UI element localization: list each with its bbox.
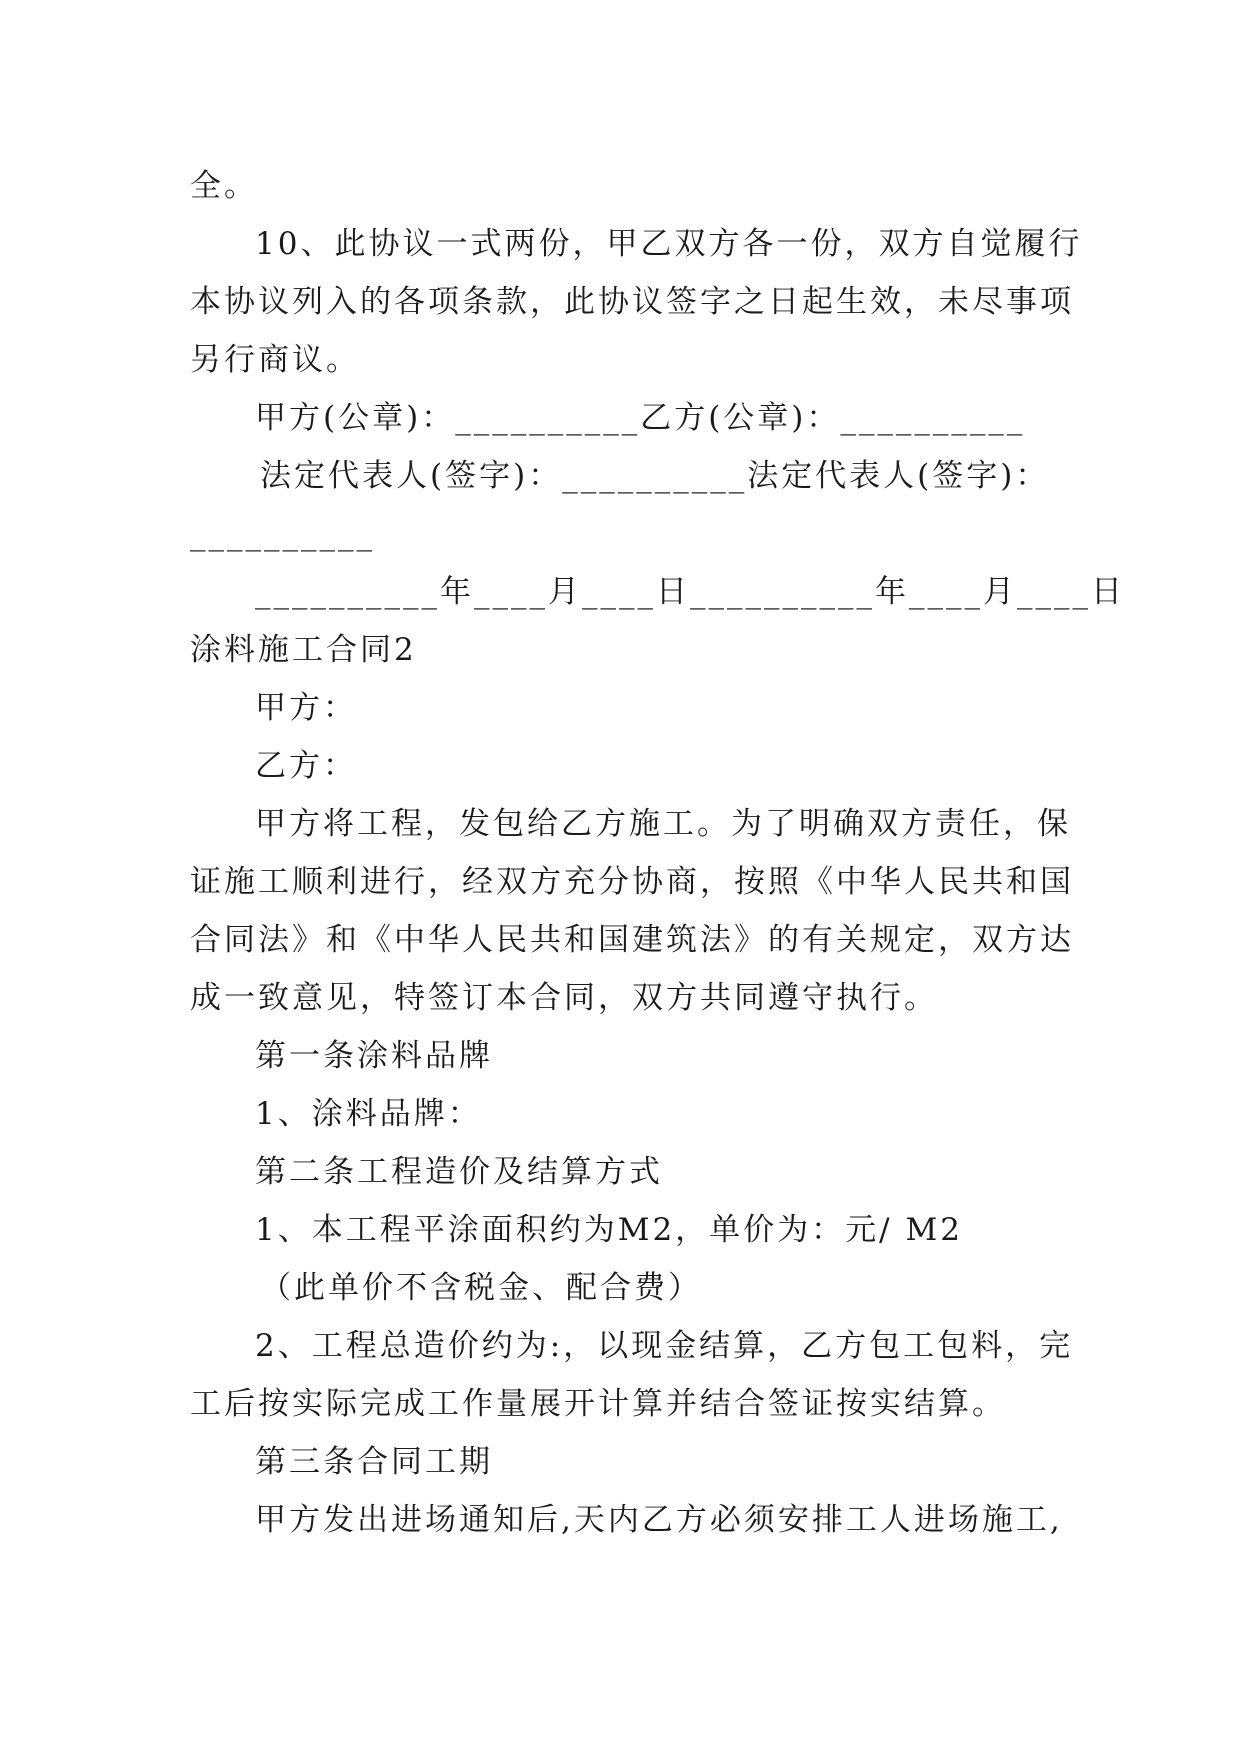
text-line: 另行商议。 (190, 342, 360, 378)
text-line: 甲方发出进场通知后,天内乙方必须安排工人进场施工, (255, 1502, 1063, 1538)
clause-heading: 第二条工程造价及结算方式 (255, 1154, 663, 1190)
clause-heading: 第三条合同工期 (255, 1444, 493, 1480)
text-line: （此单价不含税金、配合费） (260, 1270, 702, 1306)
text-line: 本协议列入的各项条款，此协议签字之日起生效，未尽事项 (190, 284, 1074, 320)
text-line: 10、此协议一式两份，甲乙双方各一份，双方自觉履行 (255, 226, 1083, 262)
text-line: 2、工程总造价约为:，以现金结算，乙方包工包料，完 (255, 1328, 1074, 1364)
signature-line-seal: 甲方(公章)：__________乙方(公章)：__________ (255, 400, 1026, 436)
party-a-label: 甲方： (255, 690, 357, 726)
party-b-label: 乙方： (255, 748, 357, 784)
text-line: 全。 (190, 168, 258, 204)
text-line: 1、涂料品牌： (255, 1096, 482, 1132)
signature-blank: __________ (190, 516, 375, 552)
clause-heading: 第一条涂料品牌 (255, 1038, 493, 1074)
text-line: 甲方将工程，发包给乙方施工。为了明确双方责任，保 (255, 806, 1071, 842)
text-line: 证施工顺利进行，经双方充分协商，按照《中华人民共和国 (190, 864, 1074, 900)
text-line: 成一致意见，特签订本合同，双方共同遵守执行。 (190, 980, 938, 1016)
date-line: __________年____月____日__________年____月____日 (255, 574, 1125, 610)
section-title: 涂料施工合同2 (190, 632, 417, 668)
text-line: 工后按实际完成工作量展开计算并结合签证按实结算。 (190, 1386, 1006, 1422)
text-line: 1、本工程平涂面积约为M2，单价为：元/ M2 (255, 1212, 963, 1248)
text-line: 合同法》和《中华人民共和国建筑法》的有关规定，双方达 (190, 922, 1074, 958)
signature-line-representative: 法定代表人(签字)：__________法定代表人(签字)： (260, 458, 1050, 494)
